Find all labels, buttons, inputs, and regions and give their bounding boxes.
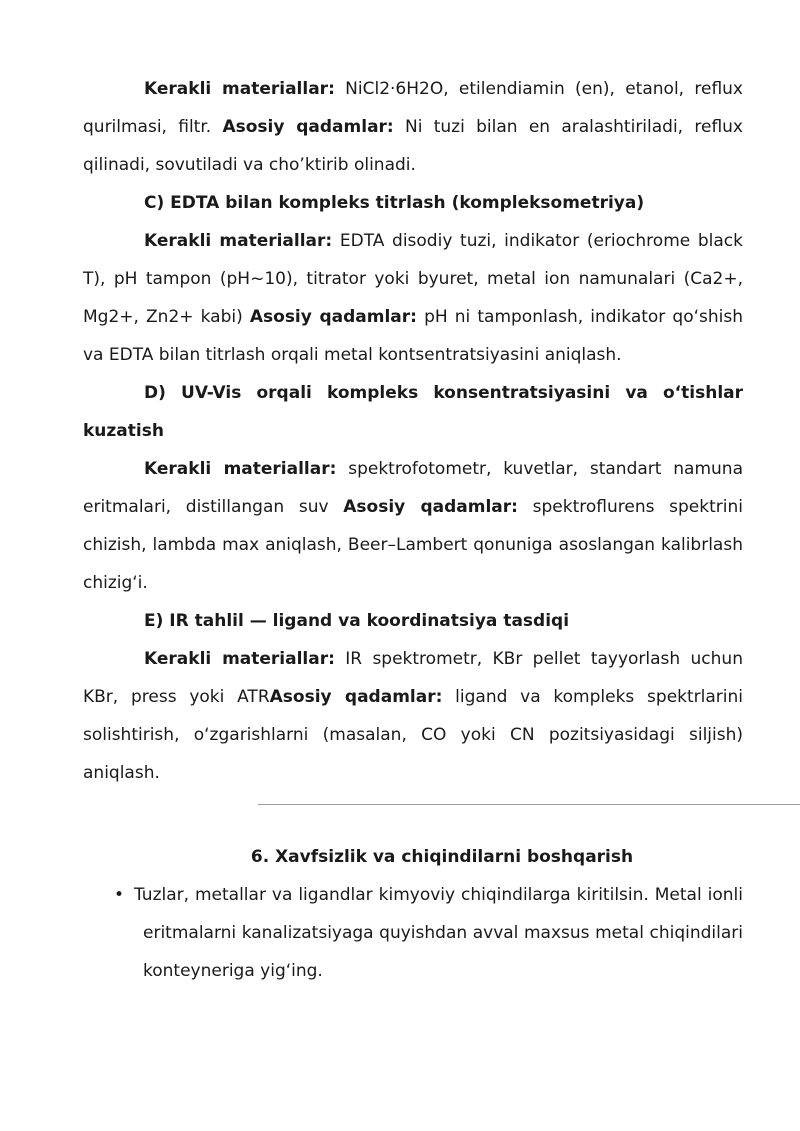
steps-text: pH ni tamponlash, indikator qo‘shish va EDTA bilan titrlash orqali metal kontsentratsiyasini aniqlash. <box>83 307 743 365</box>
materials-text: IR spektrometr, KBr pellet tayyorlash uchun KBr, press yoki ATR <box>83 649 743 707</box>
materials-label: Kerakli materiallar: <box>144 79 335 99</box>
heading-e-ir: E) IR tahlil — ligand va koordinatsiya tasdiqi <box>144 611 570 631</box>
steps-label: Asosiy qadamlar: <box>222 117 394 137</box>
steps-label: Asosiy qadamlar: <box>269 687 443 707</box>
materials-label: Kerakli materiallar: <box>144 649 335 669</box>
steps-text: ligand va kompleks spektrlarini solishtirish, o‘zgarishlarni (masalan, CO yoki CN pozitsiyasidagi siljish) aniqlash. <box>83 687 743 783</box>
materials-label: Kerakli materiallar: <box>144 231 333 251</box>
materials-text: EDTA disodiy tuzi, indikator (eriochrome black T), pH tampon (pH~10), titrator yoki byuret, metal ion namunalari (Ca2+, Mg2+, Zn2+ kabi) <box>83 231 743 327</box>
bullet-icon: • <box>114 885 125 905</box>
paragraph-uv-vis-materials <box>83 450 743 602</box>
heading-d-uv-vis: D) UV-Vis orqali kompleks konsentratsiyasini va o‘tishlar kuzatish <box>83 383 743 441</box>
bullet-item-waste: Tuzlar, metallar va ligandlar kimyoviy chiqindilarga kiritilsin. Metal ionli eritmalarni kanalizatsiyaga quyishdan avval maxsus metal chiqindilari konteyneriga yig‘ing. <box>134 885 743 981</box>
bullet-list <box>114 876 743 990</box>
materials-label: Kerakli materiallar: <box>144 459 337 479</box>
materials-text: spektrofotometr, kuvetlar, standart namuna eritmalari, distillangan suv <box>83 459 743 517</box>
steps-label: Asosiy qadamlar: <box>249 307 417 327</box>
materials-text: NiCl2·6H2O, etilendiamin (en), etanol, reflux qurilmasi, filtr. <box>83 79 743 137</box>
horizontal-divider <box>258 804 800 805</box>
steps-text: spektroflurens spektrini chizish, lambda max aniqlash, Beer–Lambert qonuniga asoslangan kalibrlash chizig‘i. <box>83 497 743 593</box>
heading-c-edta: C) EDTA bilan kompleks titrlash (kompleksometriya) <box>144 193 645 213</box>
paragraph-ni-en-materials <box>83 70 743 184</box>
steps-text: Ni tuzi bilan en aralashtiriladi, reflux qilinadi, sovutiladi va cho’ktirib olinadi. <box>83 117 743 175</box>
paragraph-edta-materials <box>83 222 743 374</box>
steps-label: Asosiy qadamlar: <box>343 497 518 517</box>
document-body <box>83 70 743 792</box>
section-6-title: 6. Xavfsizlik va chiqindilarni boshqarish <box>250 847 634 867</box>
paragraph-ir-materials <box>83 640 743 792</box>
